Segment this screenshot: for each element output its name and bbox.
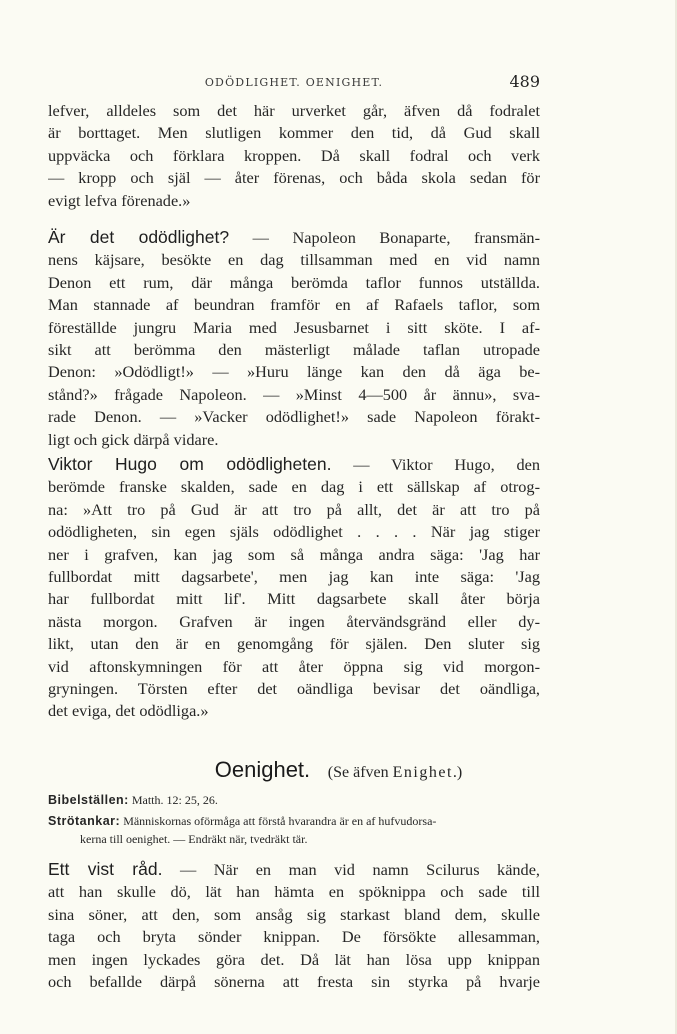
text-run: — När en man vid namn Scilurus kände, xyxy=(162,860,540,879)
strotankar-block xyxy=(48,812,540,848)
text-line: — kropp och själ — åter förenas, och båda skola sedan för xyxy=(48,168,540,188)
text-line: gryningen. Törsten efter det oändliga bevisar det oändliga, xyxy=(48,679,540,699)
text-line: likt, utan den är en genomgång för själen. Den sluter sig xyxy=(48,634,540,654)
text-line: taga och bryta sönder knippan. De försökte allesamman, xyxy=(48,927,540,947)
running-title: ODÖDLIGHET. OENIGHET. xyxy=(204,76,384,89)
strotankar-label: Strötankar: xyxy=(48,814,121,828)
section-title-main: Oenighet. xyxy=(214,757,311,782)
text-line: att han skulle dö, lät han hämta en spöknippa och sade till xyxy=(48,882,540,902)
text-line: nästa morgon. Grafven är ingen återvändsgränd eller dy- xyxy=(48,611,540,631)
text-line: na: »Att tro på Gud är att tro på allt, det är att tro på xyxy=(48,499,540,519)
section-title xyxy=(0,755,677,783)
paragraph-heading: Är det odödlighet? xyxy=(48,227,230,247)
text-line xyxy=(48,858,540,881)
paragraph-heading: Ett vist råd. xyxy=(48,859,163,879)
text-line: Man stannade af beundran framför en af Rafaels taflor, som xyxy=(48,295,540,315)
text-line: ligt och gick därpå vidare. xyxy=(48,429,219,449)
text-line: lefver, alldeles som det här urverket går, äfven då fodralet xyxy=(48,101,540,120)
running-head xyxy=(48,72,540,94)
page-number: 489 xyxy=(509,72,540,91)
bible-label: Bibelställen: xyxy=(48,793,129,807)
see-also-prefix: (Se äfven xyxy=(327,764,393,781)
text-line: Denon ett rum, där många berömda taflor funnos utställda. xyxy=(48,272,540,292)
paragraph-continuation xyxy=(48,100,540,212)
text-line: Denon: »Odödligt!» — »Huru länge kan den då äga be- xyxy=(48,362,540,382)
text-line: har fullbordat mitt lif'. Mitt dagsarbete skall åter börja xyxy=(48,589,540,609)
section-see-also xyxy=(328,764,462,781)
text-line: sikt att berömma den mästerligt målade taflan utropade xyxy=(48,340,540,360)
text-line: rade Denon. — »Vacker odödlighet!» sade Napoleon förakt- xyxy=(48,407,540,427)
text-line: odödligheten, sin egen själs odödlighet . . . . När jag stiger xyxy=(48,522,540,542)
text-line: nens käjsare, besökte en dag tillsamman med en vid namn xyxy=(48,250,540,270)
text-line: är borttaget. Men slutligen kommer den tid, då Gud skall xyxy=(48,123,540,143)
text-line: fullbordat mitt dagsarbete', men jag kan inte säga: 'Jag xyxy=(48,567,540,587)
paragraph-heading: Viktor Hugo om odödligheten. xyxy=(48,454,332,474)
see-also-word: Enighet xyxy=(392,764,453,781)
text-line: och befallde därpå sönerna att fresta sin styrka på hvarje xyxy=(48,972,540,992)
bible-references xyxy=(48,791,540,809)
text-line: det eviga, det odödliga.» xyxy=(48,701,209,721)
paragraph-napoleon xyxy=(48,226,540,451)
text-line: ner i grafven, kan jag som så många andra säga: 'Jag har xyxy=(48,544,540,564)
paragraph-ett-vist-rad xyxy=(48,858,540,993)
text-line: uppväcka och förklara kroppen. Då skall fodral och verk xyxy=(48,145,540,165)
see-also-suffix: .) xyxy=(452,764,463,781)
text-line: stånd?» frågade Napoleon. — »Minst 4—500 år ännu», sva- xyxy=(48,384,540,404)
text-line: vid aftonskymningen för att åter öppna sig vid morgon- xyxy=(48,656,540,676)
text-line: föreställde jungru Maria med Jesusbarnet i sitt sköte. I af- xyxy=(48,317,540,337)
strotankar-text: Människornas oförmåga att förstå hvarandra är en af hufvudorsa- xyxy=(120,814,437,828)
strotankar-text-cont: kerna till oenighet. — Endräkt när, tvedräkt tär. xyxy=(80,832,308,846)
text-line xyxy=(48,453,540,476)
paragraph-viktor-hugo xyxy=(48,453,540,723)
text-line: men ingen lyckades göra det. Då lät han lösa upp knippan xyxy=(48,949,540,969)
text-run: — Viktor Hugo, den xyxy=(331,455,540,474)
bible-text: Matth. 12: 25, 26. xyxy=(128,793,218,807)
text-run: — Napoleon Bonaparte, fransmän- xyxy=(229,228,540,247)
text-line: berömde franske skalden, sade en dag i ett sällskap af otrog- xyxy=(48,477,540,497)
text-line: sina söner, att den, som ansåg sig starkast bland dem, skulle xyxy=(48,904,540,924)
text-line: evigt lefva förenade.» xyxy=(48,190,191,210)
text-line xyxy=(48,226,540,249)
